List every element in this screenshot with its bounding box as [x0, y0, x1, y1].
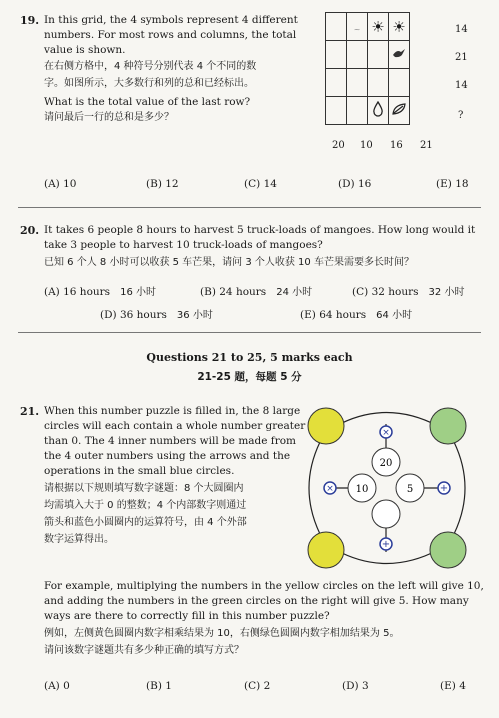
connector-arc: [309, 442, 320, 534]
yellow-circle[interactable]: [308, 532, 344, 568]
question-text-zh: 在右侧方格中，4 种符号分别代表 4 个不同的数: [44, 61, 257, 72]
green-circle[interactable]: [430, 532, 466, 568]
grid-cell: [368, 13, 389, 41]
grid-cell: [368, 97, 389, 125]
answer-option-e[interactable]: (E) 18: [436, 178, 469, 190]
column-total: 16: [390, 140, 403, 151]
question-text: In this grid, the 4 symbols represent 4 different: [44, 14, 298, 26]
pencil-mark-icon: ~: [353, 25, 361, 34]
answer-option-e[interactable]: (E) 64 hours 64 小时: [300, 309, 413, 321]
grid-cell: [326, 13, 347, 41]
question-number: 20.: [20, 224, 40, 237]
question-text-zh: 箭头和蓝色小圆圈内的运算符号，由 4 个外部: [44, 517, 247, 528]
divider: [18, 207, 481, 208]
grid-cell: [347, 69, 368, 97]
answer-option-d[interactable]: (D) 16: [338, 178, 372, 190]
example-text: and adding the numbers in the green circles on the right will give 5. How many: [44, 595, 469, 607]
question-number: 19.: [20, 14, 40, 27]
inner-circle-bottom[interactable]: [372, 500, 400, 528]
row-total: 21: [455, 52, 468, 63]
leaf-icon: [391, 102, 407, 116]
grid-cell: [389, 41, 410, 69]
question-number: 21.: [20, 405, 40, 418]
question-text-zh: 字。如图所示，大多数行和列的总和已经标出。: [44, 78, 254, 89]
number-puzzle-diagram: [306, 404, 468, 572]
drop-icon: [372, 101, 384, 117]
symbol-grid: [325, 12, 410, 125]
question-text: What is the total value of the last row?: [44, 96, 251, 108]
question-text: When this number puzzle is filled in, the 8 large: [44, 405, 301, 417]
example-text-zh: 例如，左侧黄色圆圈内数字相乘结果为 10，右侧绿色圆圈内数字相加结果为 5。: [44, 628, 400, 639]
question-text: take 3 people to harvest 10 truck-loads of mangoes?: [44, 239, 323, 251]
question-text: numbers. For most rows and columns, the total: [44, 29, 297, 41]
answer-option-c[interactable]: (C) 32 hours 32 小时: [352, 286, 465, 298]
plus-icon: +: [381, 539, 391, 550]
connector-arc: [336, 550, 438, 564]
section-title-zh: 21-25 题，每题 5 分: [197, 371, 302, 383]
column-total: 20: [332, 140, 345, 151]
answer-option-d[interactable]: (D) 3: [342, 680, 369, 692]
example-text-zh: 请问该数字谜题共有多少种正确的填写方式？: [44, 645, 244, 656]
green-circle[interactable]: [430, 408, 466, 444]
question-text-zh: 请问最后一行的总和是多少？: [44, 112, 174, 123]
sun-icon: ☀: [392, 18, 406, 36]
multiply-icon: ×: [382, 428, 390, 438]
yellow-circle[interactable]: [308, 408, 344, 444]
inner-value-top: 20: [379, 458, 393, 469]
example-text: For example, multiplying the numbers in the yellow circles on the left will give 10,: [44, 580, 484, 592]
question-text: circles will each contain a whole number greater: [44, 420, 306, 432]
answer-option-c[interactable]: (C) 14: [244, 178, 277, 190]
row-total: ?: [458, 110, 464, 121]
connector-arc: [336, 413, 438, 427]
answer-option-a[interactable]: (A) 10: [44, 178, 77, 190]
answer-option-a[interactable]: (A) 16 hours 16 小时: [44, 286, 156, 298]
answer-option-b[interactable]: (B) 24 hours 24 小时: [200, 286, 313, 298]
answer-option-a[interactable]: (A) 0: [44, 680, 70, 692]
answer-option-c[interactable]: (C) 2: [244, 680, 271, 692]
question-text-zh: 均需填入大于 0 的整数；4 个内部数字则通过: [44, 500, 247, 511]
row-total: 14: [455, 80, 468, 91]
row-total: 14: [455, 24, 468, 35]
grid-cell: [347, 97, 368, 125]
example-text: ways are there to correctly fill in this number puzzle?: [44, 610, 330, 622]
column-total: 10: [360, 140, 373, 151]
question-text: the 4 outer numbers using the arrows and the: [44, 450, 291, 462]
question-text-zh: 数字运算得出。: [44, 534, 114, 545]
question-text: than 0. The 4 inner numbers will be made from: [44, 435, 296, 447]
grid-cell: [347, 13, 368, 41]
grid-cell: [389, 69, 410, 97]
grid-cell: [368, 41, 389, 69]
inner-value-right: 5: [406, 484, 414, 495]
grid-cell: [389, 13, 410, 41]
grid-cell: [368, 69, 389, 97]
bird-icon: [391, 45, 407, 61]
multiply-icon: ×: [326, 484, 334, 494]
answer-option-e[interactable]: (E) 4: [440, 680, 466, 692]
question-text: It takes 6 people 8 hours to harvest 5 truck-loads of mangoes. How long would it: [44, 224, 476, 236]
grid-cell: [326, 97, 347, 125]
grid-cell: [326, 41, 347, 69]
divider: [18, 332, 481, 333]
question-text-zh: 请根据以下规则填写数字谜题：8 个大圆圈内: [44, 483, 244, 494]
grid-cell: [347, 41, 368, 69]
grid-cell: [326, 69, 347, 97]
connector-arc: [454, 442, 465, 534]
inner-value-left: 10: [355, 484, 369, 495]
answer-option-b[interactable]: (B) 12: [146, 178, 179, 190]
grid-cell: [389, 97, 410, 125]
section-title: Questions 21 to 25, 5 marks each: [146, 351, 353, 364]
answer-option-d[interactable]: (D) 36 hours 36 小时: [100, 309, 213, 321]
question-text-zh: 已知 6 个人 8 小时可以收获 5 车芒果，请问 3 个人收获 10 车芒果需要多长时间？: [44, 257, 414, 268]
question-text: value is shown.: [44, 44, 126, 56]
question-text: operations in the small blue circles.: [44, 465, 235, 477]
answer-option-b[interactable]: (B) 1: [146, 680, 172, 692]
sun-icon: ☀: [371, 18, 385, 36]
plus-icon: +: [439, 483, 449, 494]
column-total: 21: [420, 140, 433, 151]
